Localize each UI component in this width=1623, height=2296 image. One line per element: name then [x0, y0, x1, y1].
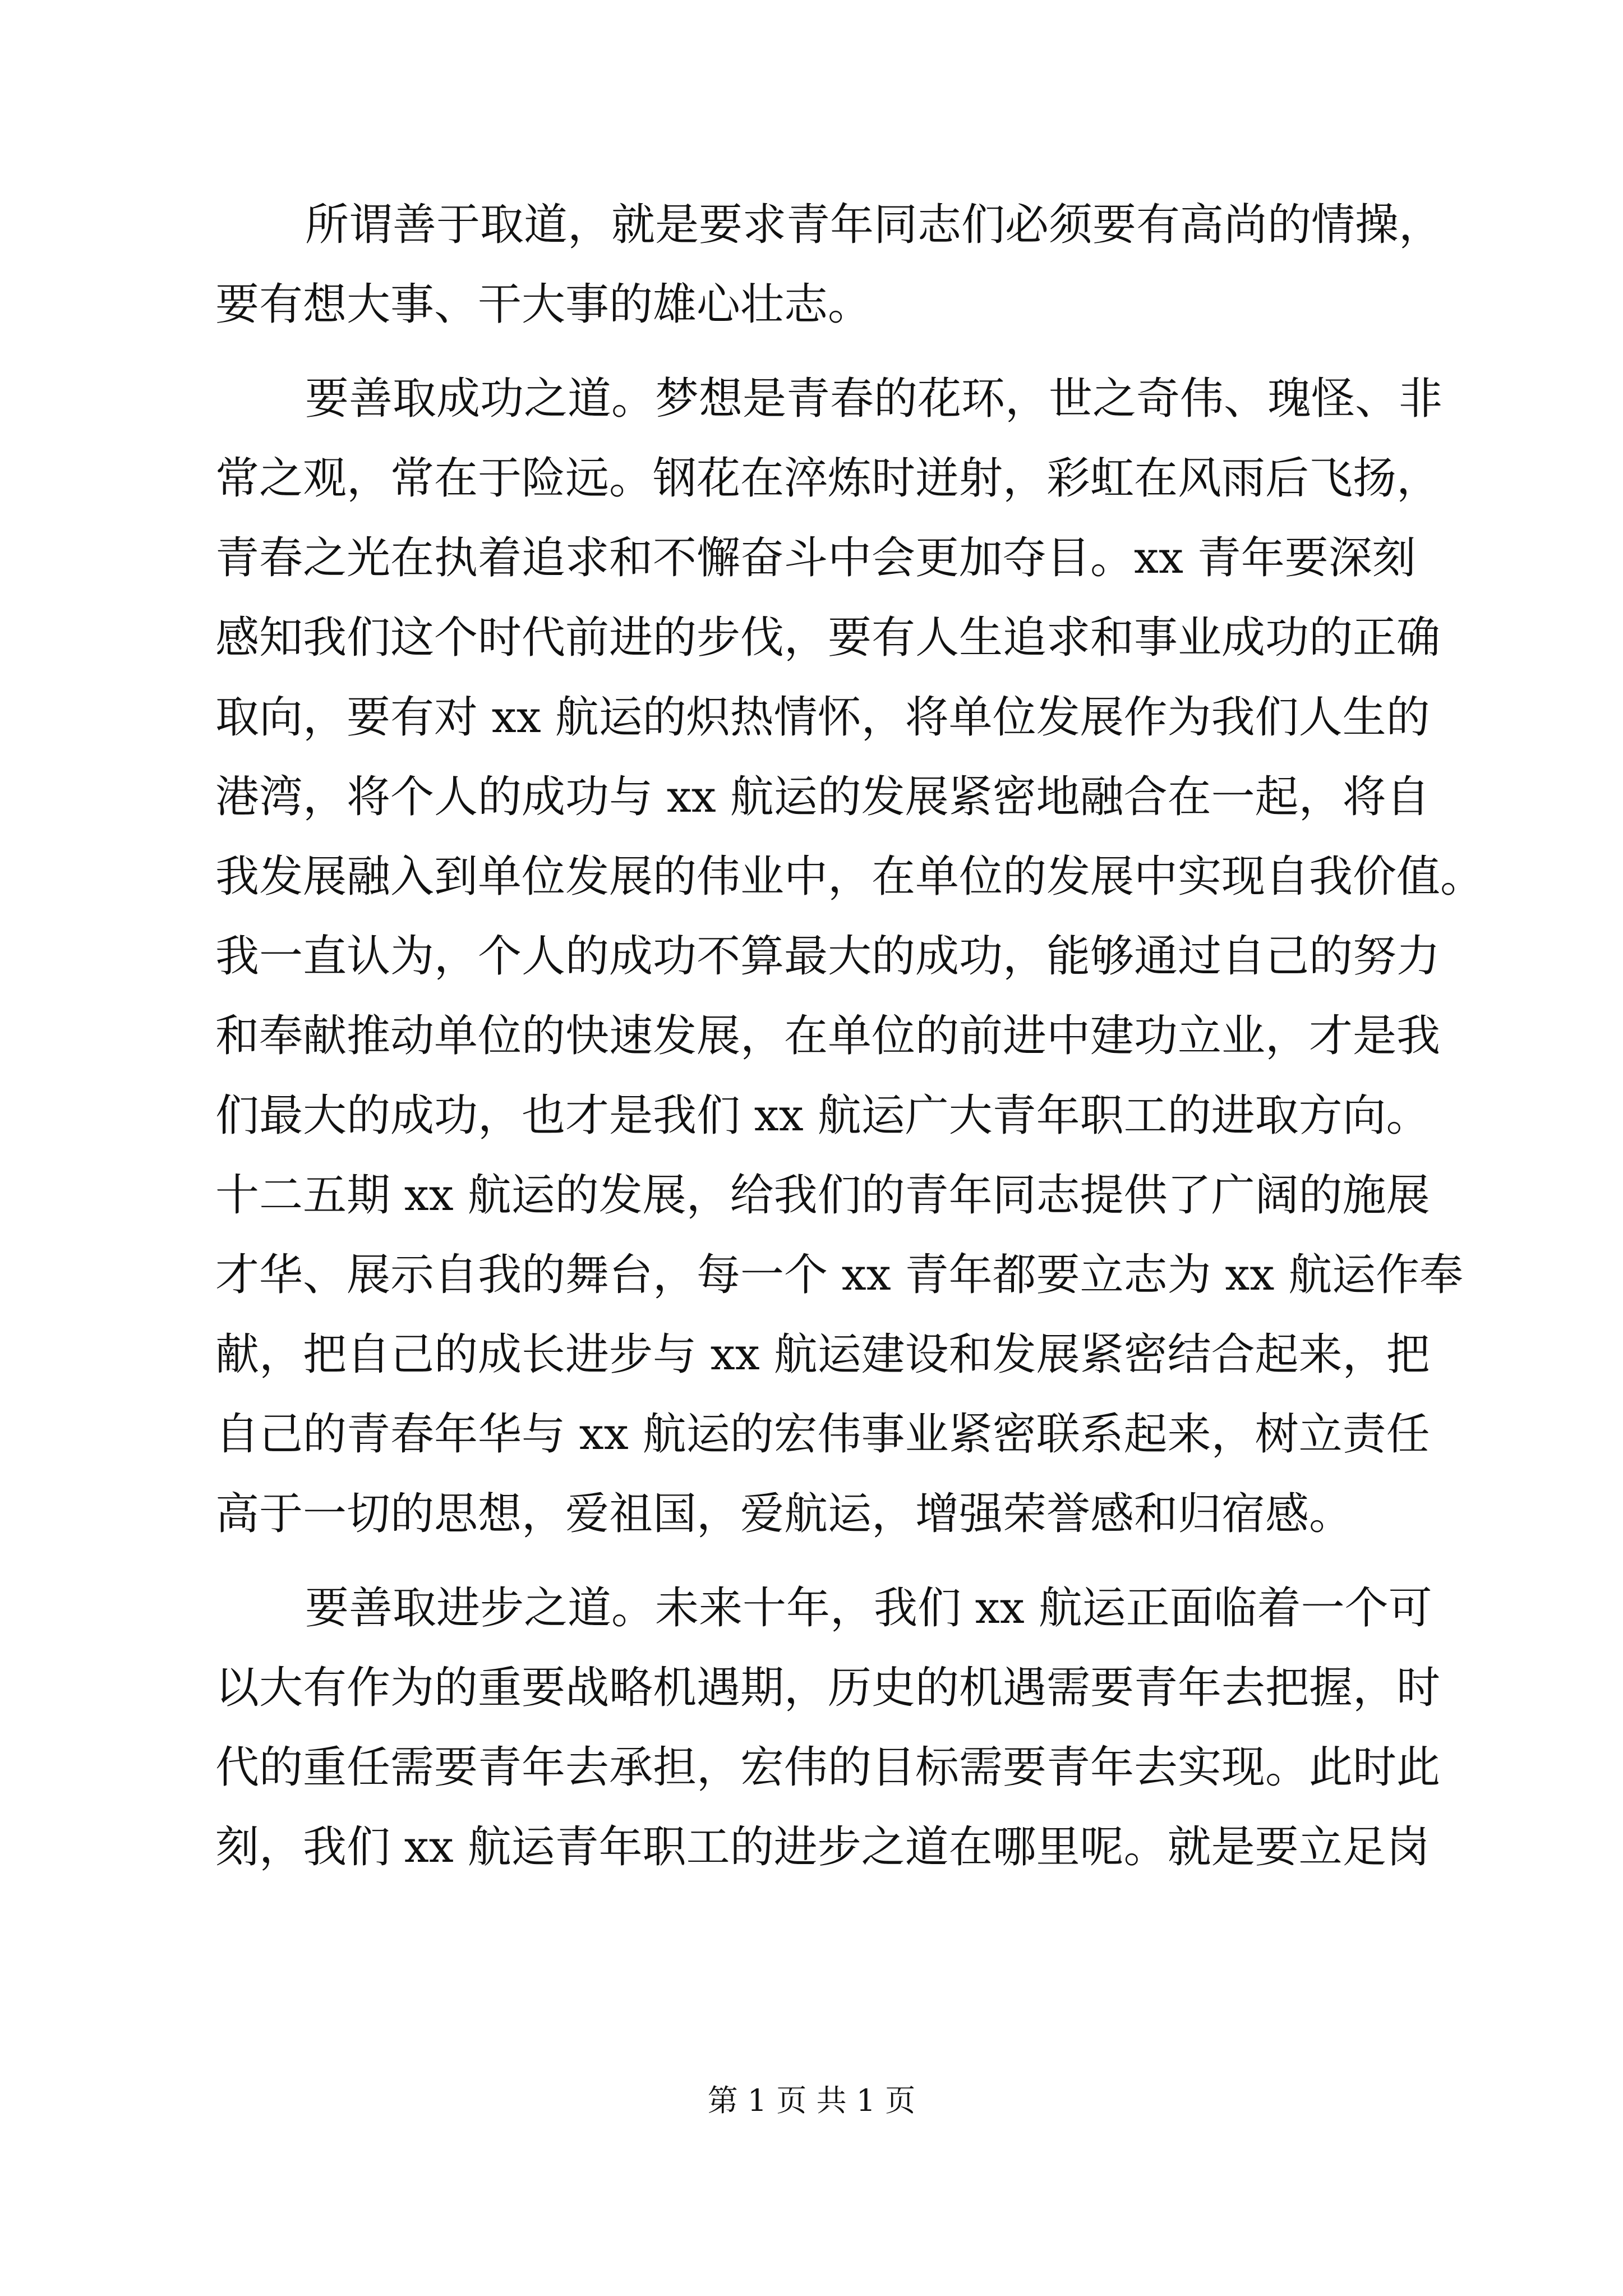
paragraph-2-line-3: 青春之光在执着追求和不懈奋斗中会更加夺目。xx 青年要深刻: [215, 533, 1416, 583]
paragraph-2-line-5: 取向，要有对 xx 航运的炽热情怀，将单位发展作为我们人生的: [215, 692, 1430, 743]
paragraph-2-line-9: 和奉献推动单位的快速发展，在单位的前进中建功立业，才是我: [215, 1011, 1441, 1061]
paragraph-3-line-3: 代的重任需要青年去承担，宏伟的目标需要青年去实现。此时此: [215, 1742, 1441, 1793]
page-footer: [0, 2081, 1623, 2120]
paragraph-2-line-1: 要善取成功之道。梦想是青春的花环，世之奇伟、瑰怪、非: [305, 374, 1443, 424]
page-number-label: 第 1 页 共 1 页: [707, 2083, 916, 2118]
paragraph-2-line-13: 献，把自己的成长进步与 xx 航运建设和发展紧密结合起来，把: [215, 1329, 1430, 1380]
paragraph-1-line-1: 所谓善于取道，就是要求青年同志们必须要有高尚的情操，: [305, 200, 1443, 250]
paragraph-2-line-6: 港湾，将个人的成功与 xx 航运的发展紧密地融合在一起，将自: [215, 772, 1430, 822]
paragraph-2-line-15: 高于一切的思想，爱祖国，爱航运，增强荣誉感和归宿感。: [215, 1489, 1353, 1539]
document-body: [215, 185, 1484, 1887]
paragraph-2-line-11: 十二五期 xx 航运的发展，给我们的青年同志提供了广阔的施展: [215, 1170, 1430, 1221]
paragraph-2-line-14: 自己的青春年华与 xx 航运的宏伟事业紧密联系起来，树立责任: [215, 1409, 1430, 1460]
paragraph-2-line-4: 感知我们这个时代前进的步伐，要有人生追求和事业成功的正确: [215, 613, 1441, 663]
paragraph-3-line-4: 刻，我们 xx 航运青年职工的进步之道在哪里呢。就是要立足岗: [215, 1822, 1430, 1872]
paragraph-3-line-1: 要善取进步之道。未来十年，我们 xx 航运正面临着一个可: [305, 1583, 1432, 1634]
paragraph-1-line-2: 要有想大事、干大事的雄心壮志。: [215, 279, 872, 330]
paragraph-2-line-8: 我一直认为，个人的成功不算最大的成功，能够通过自己的努力: [215, 931, 1441, 982]
paragraph-2-line-7: 我发展融入到单位发展的伟业中，在单位的发展中实现自我价值。: [215, 852, 1484, 902]
paragraph-2-line-10: 们最大的成功，也才是我们 xx 航运广大青年职工的进取方向。: [215, 1091, 1430, 1141]
paragraph-2-line-12: 才华、展示自我的舞台，每一个 xx 青年都要立志为 xx 航运作奉: [215, 1250, 1464, 1300]
paragraph-3-line-2: 以大有作为的重要战略机遇期，历史的机遇需要青年去把握，时: [215, 1663, 1441, 1713]
paragraph-2-line-2: 常之观，常在于险远。钢花在淬炼时迸射，彩虹在风雨后飞扬，: [215, 453, 1441, 504]
